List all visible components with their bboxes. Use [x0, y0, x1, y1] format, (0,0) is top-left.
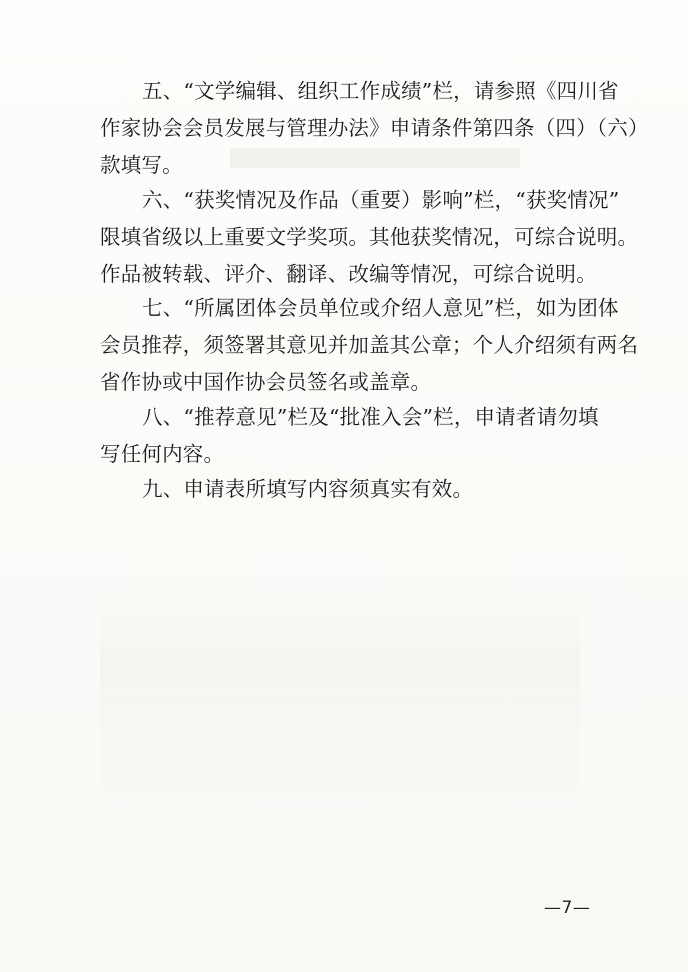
paragraph-line: 作家协会会员发展与管理办法》申请条件第四条（四）（六）	[100, 116, 649, 140]
paragraph-8	[100, 399, 600, 473]
paragraph-line: 省作协或中国作协会员签名或盖章。	[100, 370, 432, 394]
paragraph-line: 六、“获奖情况及作品（重要）影响”栏，“获奖情况”	[142, 188, 620, 212]
bleed-through-mark	[100, 590, 580, 830]
paragraph-line: 七、“所属团体会员单位或介绍人意见”栏，如为团体	[142, 296, 619, 320]
paragraph-line: 作品被转载、评介、翻译、改编等情况，可综合说明。	[100, 262, 597, 286]
paragraph-line: 八、“推荐意见”栏及“批准入会”栏，申请者请勿填	[142, 405, 599, 429]
paragraph-line: 限填省级以上重要文学奖项。其他获奖情况，可综合说明。	[100, 225, 639, 249]
paragraph-line: 写任何内容。	[100, 442, 225, 466]
paragraph-line: 九、申请表所填写内容须真实有效。	[142, 477, 474, 501]
paragraph-9	[100, 471, 600, 508]
paragraph-line: 款填写。	[100, 153, 183, 177]
paragraph-line: 会员推荐，须签署其意见并加盖其公章；个人介绍须有两名	[100, 333, 639, 357]
paragraph-6	[100, 182, 639, 293]
paragraph-5	[100, 73, 649, 184]
paragraph-line: 五、“文学编辑、组织工作成绩”栏，请参照《四川省	[142, 79, 619, 103]
paragraph-7	[100, 290, 639, 401]
page-number: —7—	[544, 898, 591, 918]
